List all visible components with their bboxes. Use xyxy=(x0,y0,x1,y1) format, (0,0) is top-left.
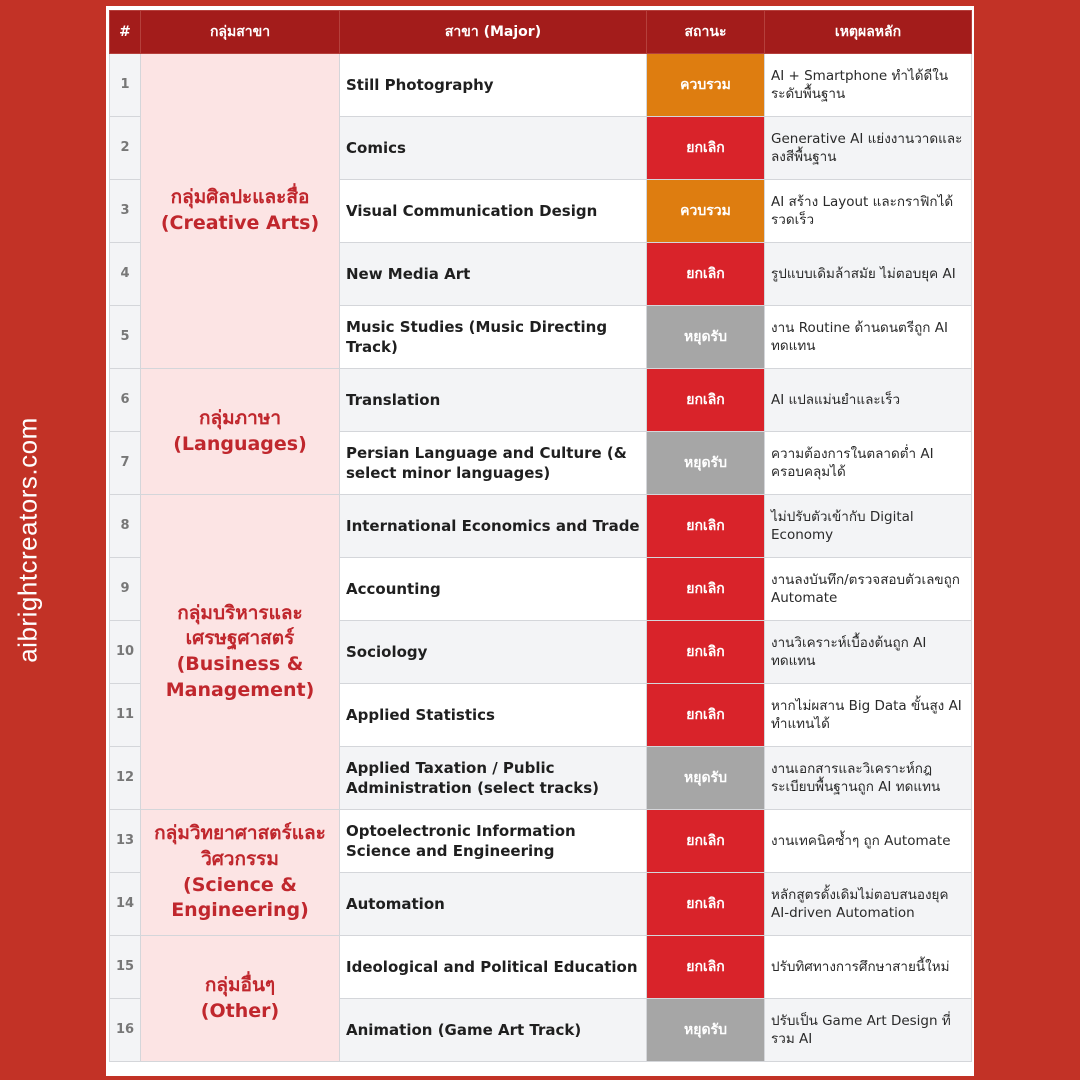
reason-text: งานเทคนิคซ้ำๆ ถูก Automate xyxy=(765,810,972,873)
row-number: 10 xyxy=(110,621,141,684)
group-cell xyxy=(141,54,340,369)
row-number: 4 xyxy=(110,243,141,306)
table-row xyxy=(110,936,972,999)
row-number: 9 xyxy=(110,558,141,621)
major-name: Music Studies (Music Directing Track) xyxy=(340,306,647,369)
row-number: 13 xyxy=(110,810,141,873)
reason-text: Generative AI แย่งงานวาดและลงสีพื้นฐาน xyxy=(765,117,972,180)
header-number: # xyxy=(110,11,141,54)
status-badge: ยกเลิก xyxy=(647,810,765,873)
status-badge: ยกเลิก xyxy=(647,369,765,432)
header-status: สถานะ xyxy=(647,11,765,54)
row-number: 3 xyxy=(110,180,141,243)
major-name: Comics xyxy=(340,117,647,180)
reason-text: งานเอกสารและวิเคราะห์กฎระเบียบพื้นฐานถูก AI ทดแทน xyxy=(765,747,972,810)
major-name: Still Photography xyxy=(340,54,647,117)
reason-text: งานวิเคราะห์เบื้องต้นถูก AI ทดแทน xyxy=(765,621,972,684)
status-badge: หยุดรับ xyxy=(647,747,765,810)
major-name: Applied Taxation / Public Administration (select tracks) xyxy=(340,747,647,810)
row-number: 12 xyxy=(110,747,141,810)
group-cell xyxy=(141,369,340,495)
group-name-english: (Languages) xyxy=(173,432,307,455)
major-name: Optoelectronic Information Science and Engineering xyxy=(340,810,647,873)
major-name: Automation xyxy=(340,873,647,936)
reason-text: รูปแบบเดิมล้าสมัย ไม่ตอบยุค AI xyxy=(765,243,972,306)
row-number: 8 xyxy=(110,495,141,558)
reason-text: หากไม่ผสาน Big Data ขั้นสูง AI ทำแทนได้ xyxy=(765,684,972,747)
status-badge: ยกเลิก xyxy=(647,936,765,999)
group-name-thai: กลุ่มวิทยาศาสตร์และวิศวกรรม xyxy=(154,822,326,870)
major-name: Applied Statistics xyxy=(340,684,647,747)
row-number: 6 xyxy=(110,369,141,432)
table-row xyxy=(110,810,972,873)
majors-table-card xyxy=(106,6,974,1076)
reason-text: AI แปลแม่นยำและเร็ว xyxy=(765,369,972,432)
reason-text: หลักสูตรดั้งเดิมไม่ตอบสนองยุค AI-driven Automation xyxy=(765,873,972,936)
major-name: Persian Language and Culture (& select minor languages) xyxy=(340,432,647,495)
group-name-english: (Other) xyxy=(200,999,280,1022)
group-name-english: (Science & Engineering) xyxy=(171,873,309,922)
row-number: 5 xyxy=(110,306,141,369)
status-badge: ยกเลิก xyxy=(647,558,765,621)
row-number: 16 xyxy=(110,999,141,1062)
group-name-english: (Creative Arts) xyxy=(160,212,320,234)
row-number: 11 xyxy=(110,684,141,747)
group-cell xyxy=(141,936,340,1062)
header-major: สาขา (Major) xyxy=(340,11,647,54)
reason-text: ปรับทิศทางการศึกษาสายนี้ใหม่ xyxy=(765,936,972,999)
table-header-row xyxy=(110,11,972,54)
major-name: Ideological and Political Education xyxy=(340,936,647,999)
major-name: New Media Art xyxy=(340,243,647,306)
table-row xyxy=(110,54,972,117)
group-name-thai: กลุ่มภาษา xyxy=(198,406,282,429)
major-name: Translation xyxy=(340,369,647,432)
reason-text: ปรับเป็น Game Art Design ที่รวม AI xyxy=(765,999,972,1062)
major-name: Animation (Game Art Track) xyxy=(340,999,647,1062)
status-badge: ยกเลิก xyxy=(647,117,765,180)
group-name-thai: กลุ่มศิลปะและสื่อ xyxy=(170,186,310,209)
major-name: Sociology xyxy=(340,621,647,684)
major-name: International Economics and Trade xyxy=(340,495,647,558)
major-name: Visual Communication Design xyxy=(340,180,647,243)
reason-text: ไม่ปรับตัวเข้ากับ Digital Economy xyxy=(765,495,972,558)
status-badge: หยุดรับ xyxy=(647,432,765,495)
group-name-thai: กลุ่มบริหารและเศรษฐศาสตร์ xyxy=(177,601,303,650)
row-number: 2 xyxy=(110,117,141,180)
reason-text: งานลงบันทึก/ตรวจสอบตัวเลขถูก Automate xyxy=(765,558,972,621)
header-reason: เหตุผลหลัก xyxy=(765,11,972,54)
major-name: Accounting xyxy=(340,558,647,621)
status-badge: หยุดรับ xyxy=(647,306,765,369)
group-name-english: (Business & Management) xyxy=(165,653,315,701)
majors-table xyxy=(109,10,972,1062)
watermark-text: aibrightcreators.com xyxy=(12,417,43,663)
row-number: 7 xyxy=(110,432,141,495)
header-group: กลุ่มสาขา xyxy=(141,11,340,54)
status-badge: ยกเลิก xyxy=(647,873,765,936)
status-badge: หยุดรับ xyxy=(647,999,765,1062)
row-number: 1 xyxy=(110,54,141,117)
group-cell xyxy=(141,810,340,936)
reason-text: งาน Routine ด้านดนตรีถูก AI ทดแทน xyxy=(765,306,972,369)
status-badge: ยกเลิก xyxy=(647,621,765,684)
reason-text: AI + Smartphone ทำได้ดีในระดับพื้นฐาน xyxy=(765,54,972,117)
reason-text: ความต้องการในตลาดต่ำ AI ครอบคลุมได้ xyxy=(765,432,972,495)
row-number: 14 xyxy=(110,873,141,936)
status-badge: ควบรวม xyxy=(647,180,765,243)
status-badge: ยกเลิก xyxy=(647,684,765,747)
status-badge: ยกเลิก xyxy=(647,243,765,306)
group-cell xyxy=(141,495,340,810)
reason-text: AI สร้าง Layout และกราฟิกได้รวดเร็ว xyxy=(765,180,972,243)
row-number: 15 xyxy=(110,936,141,999)
status-badge: ควบรวม xyxy=(647,54,765,117)
group-name-thai: กลุ่มอื่นๆ xyxy=(204,973,276,996)
table-row xyxy=(110,495,972,558)
table-row xyxy=(110,369,972,432)
status-badge: ยกเลิก xyxy=(647,495,765,558)
